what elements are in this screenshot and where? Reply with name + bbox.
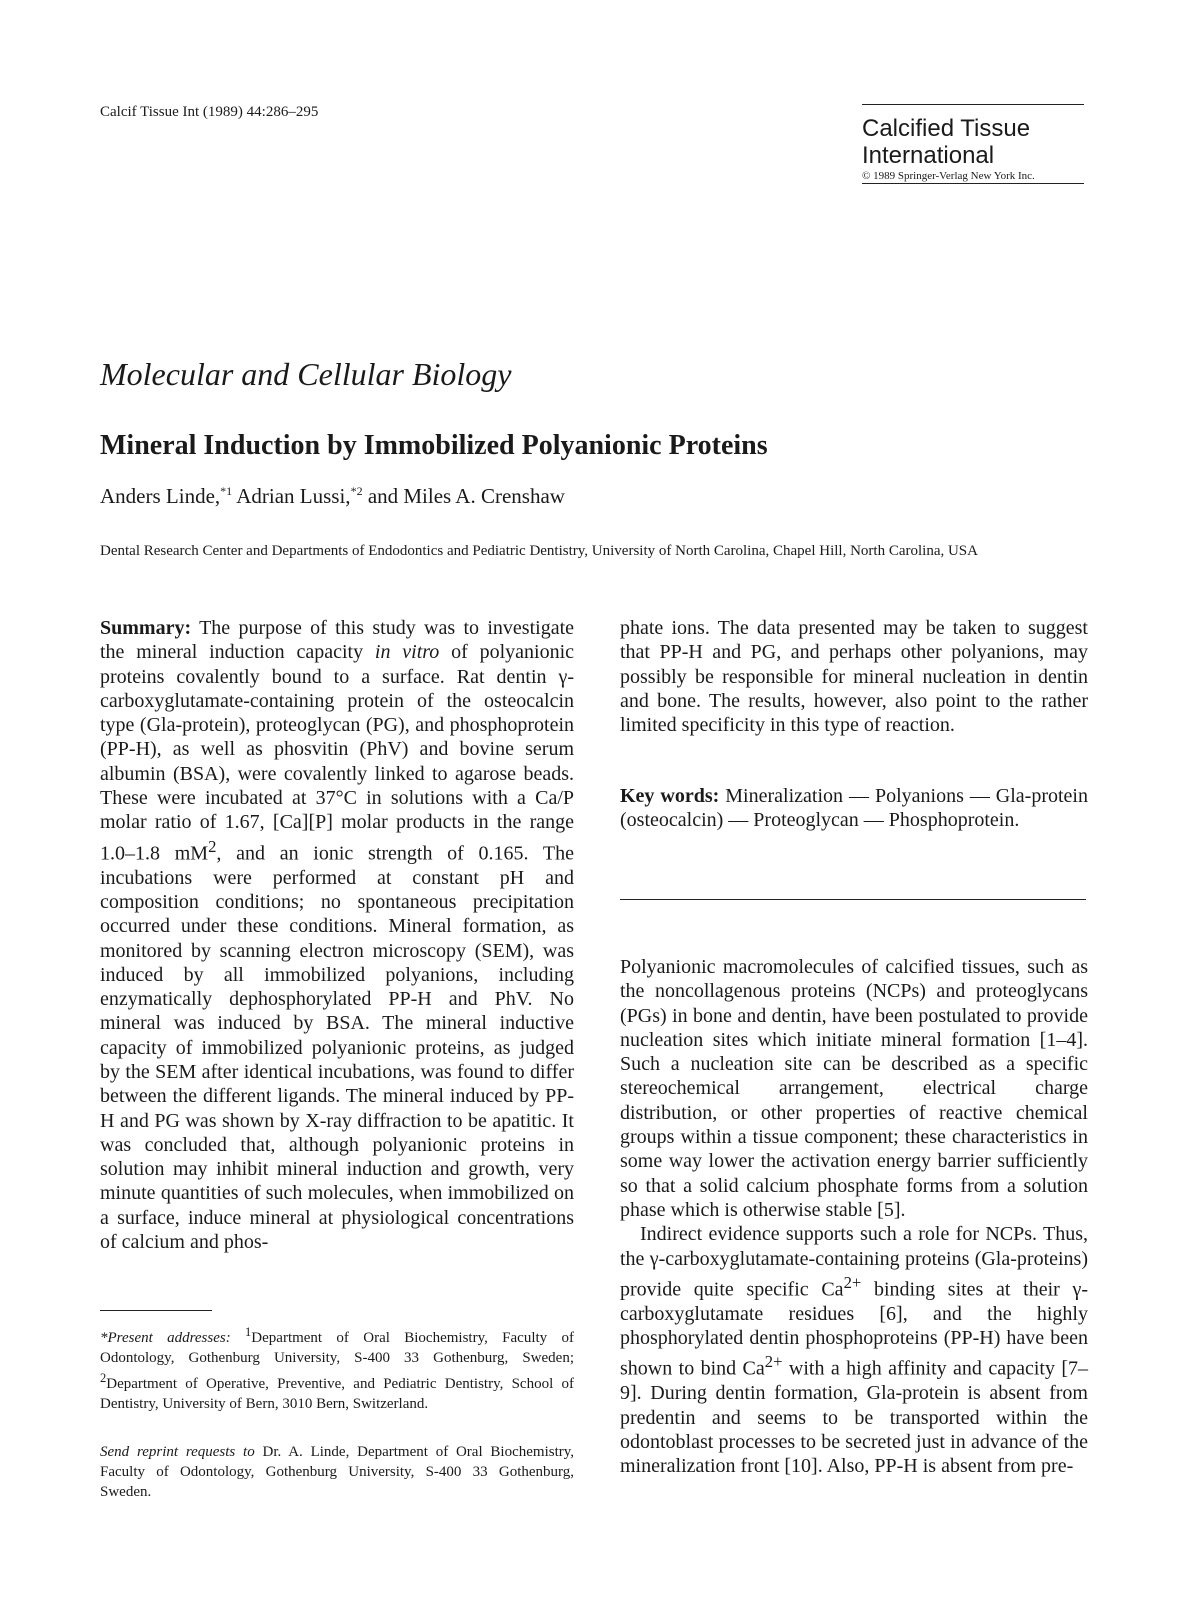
footnote-label: *Present addresses: bbox=[100, 1330, 231, 1346]
footnote-text: Department of Oral Biochemistry, Faculty of Odontology, Gothenburg University, S-400 33 Gothenburg, Sweden; bbox=[100, 1330, 574, 1366]
footnote-mark: 1 bbox=[245, 1325, 252, 1339]
author-list bbox=[100, 484, 565, 509]
intro-text: with a high affinity and capacity [7–9]. During dentin formation, Gla-protein is absent from predentin and seems to be transported within the odontoblast processes to be secreted just in advance of the mineralization front [10]. Also, PP-H is absent from pre- bbox=[620, 1358, 1089, 1478]
affiliation: Dental Research Center and Departments of Endodontics and Pediatric Dentistry, University of North Carolina, Chapel Hill, North Carolina, USA bbox=[100, 543, 978, 559]
author-name: and Miles A. Crenshaw bbox=[362, 484, 565, 508]
section-divider bbox=[620, 899, 1086, 900]
summary-text: of polyanionic proteins covalently bound to a surface. Rat dentin γ-carboxyglutamate-containing protein of the osteocalcin type (Gla-protein), proteoglycan (PG), and phosphoprotein (PP-H), as well as phosvitin (PhV) and bovine serum albumin (BSA), were covalently linked to agarose beads. These were incubated at 37°C in solutions with a Ca/P molar ratio of 1.67, [Ca][P] molar products in the range 1.0–1.8 mM bbox=[100, 641, 575, 865]
keywords-label: Key words: bbox=[620, 785, 720, 807]
journal-name-line2: International bbox=[862, 142, 995, 169]
author-name: Adrian Lussi, bbox=[232, 484, 351, 508]
summary-text: The purpose of this study was to investigate the mineral induction capacity bbox=[100, 617, 574, 664]
keywords bbox=[620, 784, 1088, 833]
summary-italic: in vitro bbox=[374, 641, 440, 664]
footnote-present-addresses bbox=[100, 1322, 574, 1414]
journal-citation: Calcif Tissue Int (1989) 44:286–295 bbox=[100, 104, 319, 120]
intro-superscript: 2+ bbox=[764, 1352, 783, 1372]
summary-continued bbox=[620, 616, 1088, 737]
intro-text: Indirect evidence supports such a role for NCPs. Thus, the γ-carboxyglutamate-containing proteins (Gla-proteins) provide quite specific Ca bbox=[620, 1223, 1088, 1301]
summary-abstract bbox=[100, 616, 574, 1254]
summary-text: , and an ionic strength of 0.165. The incubations were performed at constant pH and composition conditions; no spontaneous precipitation occurred under these conditions. Mineral formation, as monitored by scanning electron microscopy (SEM), was induced by all immobilized polyanions, including enzymatically dephosphorylated PP-H and PhV. No mineral was induced by BSA. The mineral inductive capacity of immobilized polyanionic proteins, as judged by the SEM after identical incubations, was found to differ between the different ligands. The mineral induced by PP-H and PG was shown by X-ray diffraction to be apatitic. It was concluded that, although polyanionic proteins in solution may inhibit mineral induction and growth, very minute quantities of such molecules, when immobilized on a surface, induce mineral at physiological concentrations of calcium and phos- bbox=[100, 842, 574, 1254]
article-title: Mineral Induction by Immobilized Polyanionic Proteins bbox=[100, 430, 768, 461]
author-mark: *1 bbox=[220, 484, 233, 498]
journal-masthead bbox=[862, 104, 1084, 184]
journal-name-line1: Calcified Tissue bbox=[862, 115, 1031, 142]
author-mark: *2 bbox=[350, 484, 363, 498]
footnote-reprint-requests bbox=[100, 1442, 574, 1502]
footnote-divider bbox=[100, 1310, 212, 1311]
footnote-text: Department of Operative, Preventive, and Pediatric Dentistry, School of Dentistry, University of Bern, 3010 Bern, Switzerland. bbox=[100, 1376, 574, 1412]
section-heading: Molecular and Cellular Biology bbox=[100, 356, 512, 392]
summary-superscript: 2 bbox=[208, 836, 217, 856]
intro-paragraph-2 bbox=[620, 1222, 1088, 1478]
introduction bbox=[620, 955, 1088, 1479]
author-name: Anders Linde, bbox=[100, 484, 221, 508]
footnote-text: Dr. A. Linde, Department of Oral Biochemistry, Faculty of Odontology, Gothenburg University, S-400 33 Gothenburg, Sweden. bbox=[100, 1444, 575, 1500]
summary-continued-text: phate ions. The data presented may be taken to suggest that PP-H and PG, and perhaps other polyanions, may possibly be responsible for mineral nucleation in dentin and bone. The results, however, also point to the rather limited specificity in this type of reaction. bbox=[620, 617, 1088, 737]
summary-label: Summary: bbox=[100, 617, 192, 639]
footnote-label: Send reprint requests to bbox=[100, 1444, 255, 1460]
footnote-mark: 2 bbox=[100, 1371, 107, 1385]
keywords-text: Mineralization — Polyanions — Gla-protein (osteocalcin) — Proteoglycan — Phosphoprotein. bbox=[620, 785, 1088, 832]
intro-text: binding sites at their γ-carboxyglutamate residues [6], and the highly phosphorylated dentin phosphoproteins (PP-H) have been shown to bind Ca bbox=[620, 1278, 1088, 1381]
copyright-notice: © 1989 Springer-Verlag New York Inc. bbox=[862, 170, 1035, 182]
intro-paragraph-1: Polyanionic macromolecules of calcified tissues, such as the noncollagenous proteins (NCPs) and proteoglycans (PGs) in bone and dentin, have been postulated to provide nucleation sites which initiate mineral formation [1–4]. Such a nucleation site can be described as a specific stereochemical arrangement, electrical charge distribution, or other properties of reactive chemical groups within a tissue component; these characteristics in some way lower the activation energy barrier sufficiently so that a solid calcium phosphate forms from a solution phase which is otherwise stable [5]. bbox=[620, 956, 1088, 1221]
intro-superscript: 2+ bbox=[843, 1272, 862, 1292]
